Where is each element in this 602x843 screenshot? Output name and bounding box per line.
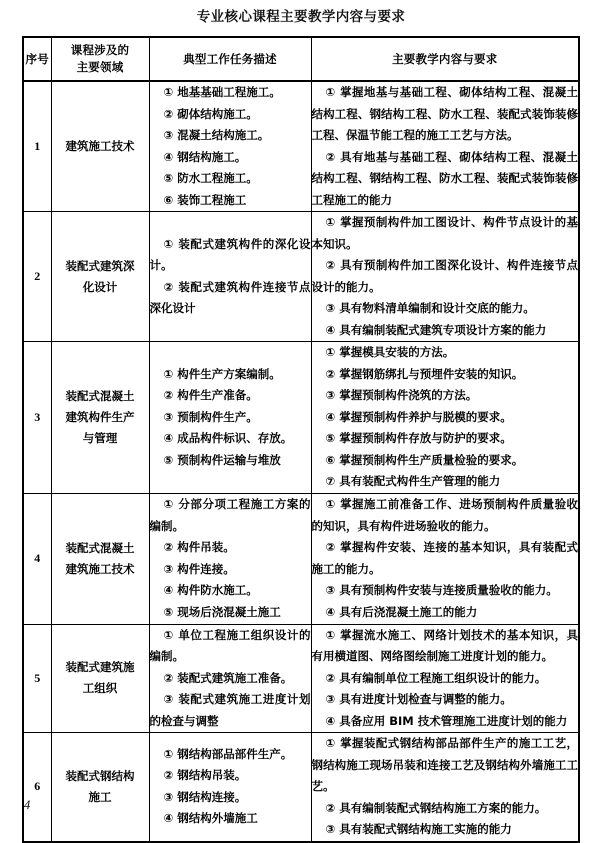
task-item: ④ 成品构件标识、存放。 (163, 431, 293, 445)
teaching-item: ① 掌握预制构件加工图设计、构件节点设计的基本知识。 (311, 215, 578, 251)
task-item: ① 分部分项工程施工方案的编制。 (149, 497, 311, 533)
teaching-item: ③ 具有装配式钢结构施工实施的能力 (325, 822, 512, 836)
teaching-item: ② 具有地基与基础工程、砌体结构工程、混凝土结构工程、钢结构工程、防水工程、装配式装饰装修工程施工的能力 (311, 149, 578, 207)
table-row (23, 342, 579, 494)
teaching-item: ⑦ 具有装配式构件生产管理的能力 (325, 474, 501, 488)
teaching-item: ② 掌握钢筋绑扎与预埋件安装的知识。 (325, 366, 524, 381)
task-item: ④ 构件防水施工。 (163, 583, 258, 597)
course-area-line: 工组织 (82, 681, 118, 696)
page-number: 4 (24, 798, 31, 812)
task-item: ② 砌体结构施工。 (163, 106, 258, 121)
column-header-area-line1: 课程涉及的 (70, 43, 130, 57)
column-header-task (149, 37, 311, 81)
task-item: ⑤ 现场后浇混凝土施工 (163, 604, 281, 619)
task-item: ④ 钢结构外墙施工 (163, 811, 258, 826)
teaching-content-cell (311, 81, 579, 212)
teaching-item: ② 掌握构件安装、连接的基本知识，具有装配式施工的能力。 (311, 540, 578, 576)
task-item: ③ 钢结构连接。 (163, 789, 247, 804)
teaching-item: ① 掌握流水施工、网络计划技术的基本知识，具有用横道图、网络图绘制施工进度计划的能力。 (311, 627, 578, 663)
course-area-line: 建筑施工技术 (65, 139, 135, 153)
teaching-item: ③ 掌握预制构件浇筑的方法。 (325, 388, 478, 402)
course-area-line: 装配式建筑施 (65, 660, 135, 675)
teaching-item: ② 具有编制单位工程施工组织设计的能力。 (325, 670, 547, 685)
teaching-item: ① 掌握地基与基础工程、砌体结构工程、混凝土结构工程、钢结构工程、防水工程、装配式装饰装修工程、保温节能工程的施工工艺与方法。 (311, 85, 578, 142)
task-item: ⑤ 预制构件运输与堆放 (163, 452, 281, 467)
task-item: ① 钢结构部品部件生产。 (163, 746, 293, 761)
table-row (23, 624, 579, 733)
table-header (23, 37, 579, 81)
task-item: ④ 钢结构施工。 (163, 149, 247, 164)
teaching-item: ④ 具有编制装配式建筑专项设计方案的能力 (325, 322, 547, 337)
task-description-cell (149, 81, 311, 212)
course-area-cell (51, 81, 149, 212)
teaching-item: ② 具有编制装配式钢结构施工方案的能力。 (325, 800, 547, 815)
teaching-content-cell (311, 342, 579, 494)
course-area-line: 施工 (88, 789, 112, 804)
task-item: ② 构件生产准备。 (163, 388, 258, 402)
task-item: ② 构件吊装。 (163, 540, 235, 554)
course-area-cell (51, 342, 149, 494)
teaching-item: ① 掌握施工前准备工作、进场预制构件质量验收的知识，具有构件进场验收的能力。 (311, 497, 578, 533)
page-title: 专业核心课程主要教学内容与要求 (196, 9, 406, 25)
course-area-cell (51, 624, 149, 733)
table-header-row (23, 37, 579, 81)
teaching-item: ④ 具有后浇混凝土施工的能力 (325, 604, 478, 619)
task-item: ③ 装配式建筑施工进度计划的检查与调整 (149, 692, 311, 728)
course-area-line: 装配式建筑深 (65, 258, 135, 273)
row-number-cell: 2 (23, 212, 51, 342)
task-item: ② 装配式建筑构件连接节点深化设计 (149, 279, 311, 315)
course-area-line: 装配式混凝土 (65, 540, 135, 555)
task-item: ① 单位工程施工组织设计的编制。 (149, 627, 311, 663)
task-description-cell (149, 342, 311, 494)
task-item: ⑥ 装饰工程施工 (163, 192, 247, 207)
row-number-cell: 4 (23, 493, 51, 624)
course-area-cell (51, 493, 149, 624)
course-content-table (22, 36, 580, 843)
task-item: ① 地基基础工程施工。 (163, 85, 281, 99)
teaching-content-cell (311, 733, 579, 842)
teaching-item: ① 掌握模具安装的方法。 (325, 345, 455, 359)
teaching-content-cell (311, 624, 579, 733)
teaching-item: ② 具有预制构件加工图深化设计、构件连接节点设计的能力。 (311, 258, 578, 294)
task-item: ⑤ 防水工程施工。 (163, 171, 258, 185)
course-area-line: 建筑施工技术 (65, 561, 135, 576)
task-description-cell (149, 733, 311, 842)
course-area-cell (51, 733, 149, 842)
teaching-item: ③ 具有物料清单编制和设计交底的能力。 (325, 301, 535, 315)
column-header-no-label: 序号 (25, 51, 49, 66)
table-row (23, 733, 579, 842)
teaching-item: ① 掌握装配式钢结构部品部件生产的施工工艺，钢结构施工现场吊装和连接工艺及钢结构外墙施工工艺。 (311, 736, 578, 793)
table-body (23, 81, 579, 842)
course-area-line: 装配式混凝土 (65, 388, 135, 403)
task-item: ① 装配式建筑构件的深化设计。 (149, 236, 311, 272)
column-header-teaching (311, 37, 579, 81)
teaching-content-cell (311, 212, 579, 342)
row-number-cell: 3 (23, 342, 51, 494)
course-area-cell (51, 212, 149, 342)
table-row (23, 81, 579, 212)
task-item: ③ 构件连接。 (163, 561, 235, 576)
teaching-item: ⑥ 掌握预制构件生产质量检验的要求。 (325, 452, 524, 467)
table-row (23, 493, 579, 624)
course-area-line: 化设计 (82, 279, 118, 294)
task-item: ③ 预制构件生产。 (163, 409, 258, 424)
row-number-cell: 1 (23, 81, 51, 212)
teaching-item: ③ 具有预制构件安装与连接质量验收的能力。 (325, 583, 558, 597)
column-header-no (23, 37, 51, 81)
teaching-item: ⑤ 掌握预制构件存放与防护的要求。 (325, 431, 512, 445)
row-number-cell: 5 (23, 624, 51, 733)
course-area-line: 与管理 (82, 430, 118, 445)
column-header-task-label: 典型工作任务描述 (183, 51, 277, 66)
course-area-line: 装配式钢结构 (65, 768, 135, 783)
task-description-cell (149, 212, 311, 342)
task-item: ② 钢结构吊装。 (163, 768, 247, 783)
teaching-item: ④ 掌握预制构件养护与脱模的要求。 (325, 409, 512, 424)
table-row (23, 212, 579, 342)
course-area-line: 建筑构件生产 (65, 409, 135, 424)
row-number-cell: 6 (23, 733, 51, 842)
task-item: ② 装配式建筑施工准备。 (163, 670, 293, 685)
teaching-item: ④ 具备应用 BIM 技术管理施工进度计划的能力 (325, 713, 568, 728)
column-header-area-line2: 主要领域 (76, 60, 124, 74)
course-table-wrapper (22, 36, 578, 843)
task-item: ③ 混凝土结构施工。 (163, 128, 270, 142)
column-header-area (51, 37, 149, 81)
task-description-cell (149, 624, 311, 733)
column-header-teaching-label: 主要教学内容与要求 (392, 51, 498, 66)
teaching-content-cell (311, 493, 579, 624)
task-item: ① 构件生产方案编制。 (163, 366, 281, 381)
task-description-cell (149, 493, 311, 624)
teaching-item: ③ 具有进度计划检查与调整的能力。 (325, 692, 512, 706)
